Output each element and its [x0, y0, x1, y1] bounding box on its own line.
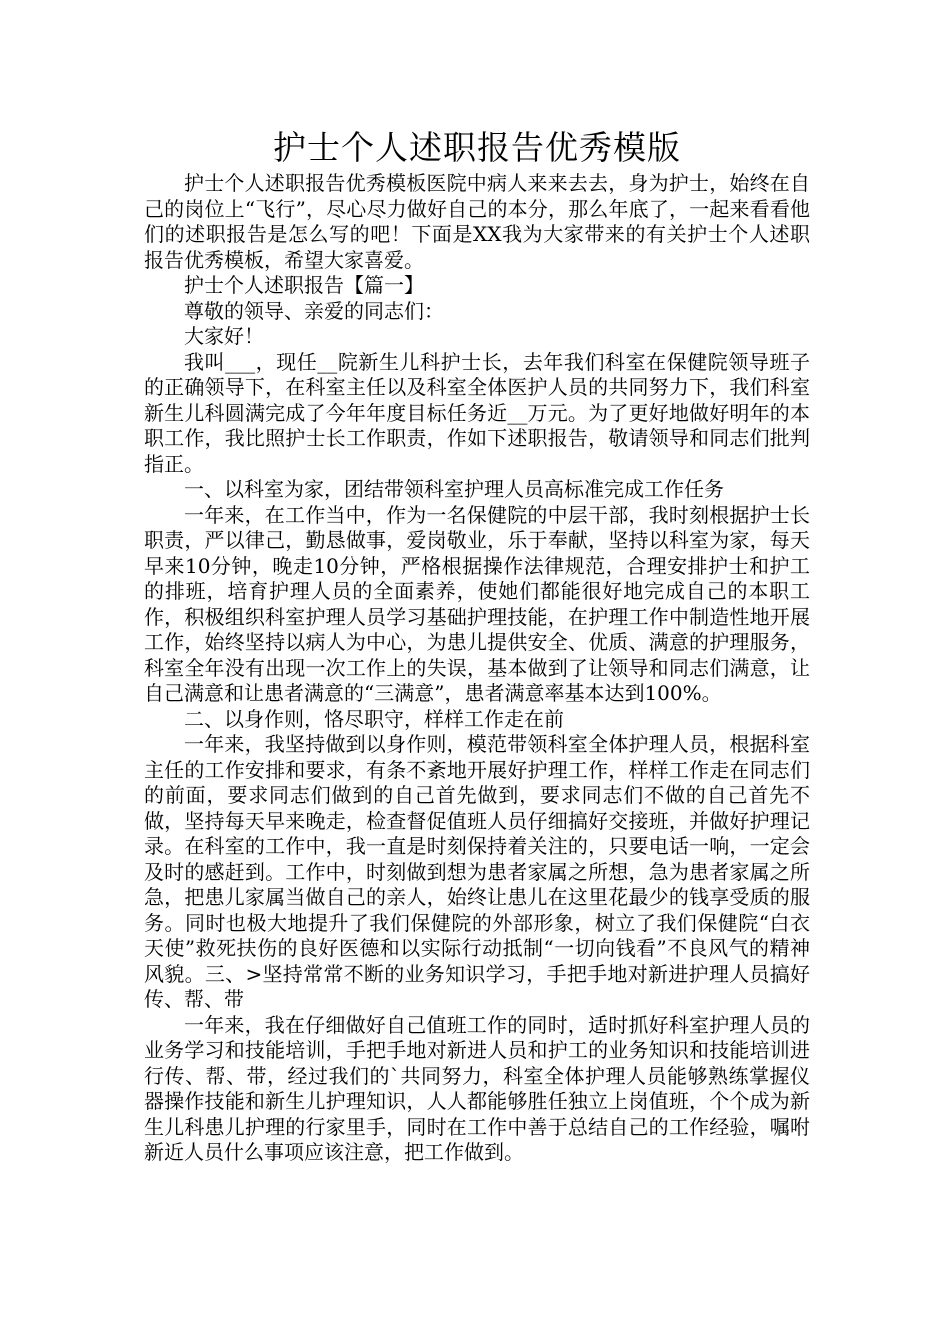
section-heading-part-one: 护士个人述职报告【篇一】 [184, 273, 424, 297]
greeting: 大家好！ [184, 324, 264, 348]
document-page [144, 125, 810, 1166]
self-introduction-paragraph: 我叫___，现任__院新生儿科护士长，去年我们科室在保健院领导班子的正确领导下，在科室主任以及科室全体医护人员的共同努力下，我们科室新生儿科圆满完成了今年年度目标任务近__万元。为了更好地做好明年的本职工作，我比照护士长工作职责，作如下述职报告，敬请领导和同志们批判指正。 [144, 349, 810, 476]
section-heading-two: 二、以身作则，恪尽职守，样样工作走在前 [184, 706, 564, 731]
document-body [144, 171, 810, 1166]
section-one-paragraph: 一年来，在工作当中，作为一名保健院的中层干部，我时刻根据护士长职责，严以律己，勤恳做事，爱岗敬业，乐于奉献，坚持以科室为家，每天早来10分钟，晚走10分钟，严格根据操作法律规范，合理安排护士和护工的排班，培育护理人员的全面素养，使她们都能很好地完成自己的本职工作，积极组织科室护理人员学习基础护理技能，在护理工作中制造性地开展工作，始终坚持以病人为中心，为患儿提供安全、优质、满意的护理服务，科室全年没有出现一次工作上的失误，基本做到了让领导和同志们满意，让自己满意和让患者满意的“三满意”，患者满意率基本达到100%。 [144, 502, 810, 705]
section-two-paragraph: 一年来，我坚持做到以身作则，模范带领科室全体护理人员，根据科室主任的工作安排和要求，有条不紊地开展好护理工作，样样工作走在同志们的前面，要求同志们做到的自己首先做到，要求同志们不做的自己首先不做，坚持每天早来晚走，检查督促值班人员仔细搞好交接班，并做好护理记录。在科室的工作中，我一直是时刻保持着关注的，只要电话一响，一定会及时的感赶到。工作中，时刻做到想为患者家属之所想，急为患者家属之所急，把患儿家属当做自己的亲人，始终让患儿在这里花最少的钱享受质的服务。同时也极大地提升了我们保健院的外部形象，树立了我们保健院“白衣天使”救死扶伤的良好医德和以实际行动抵制“一切向钱看”不良风气的精神风貌。三、>坚持常常不断的业务知识学习，手把手地对新进护理人员搞好传、帮、带 [144, 732, 810, 1011]
section-heading-one: 一、以科室为家，团结带领科室护理人员高标准完成工作任务 [184, 477, 724, 501]
section-three-paragraph: 一年来，我在仔细做好自己值班工作的同时，适时抓好科室护理人员的业务学习和技能培训，手把手地对新进人员和护工的业务知识和技能培训进行传、帮、带，经过我们的`共同努力，科室全体护理人员能够熟练掌握仪器操作技能和新生儿护理知识，人人都能够胜任独立上岗值班，个个成为新生儿科患儿护理的行家里手，同时在工作中善于总结自己的工作经验，嘱咐新近人员什么事项应该注意，把工作做到。 [144, 1012, 810, 1164]
document-title: 护士个人述职报告优秀模版 [273, 128, 681, 167]
intro-paragraph: 护士个人述职报告优秀模板医院中病人来来去去，身为护士，始终在自己的岗位上“飞行”，尽心尽力做好自己的本分，那么年底了，一起来看看他们的述职报告是怎么写的吧！下面是XX我为大家带来的有关护士个人述职报告优秀模板，希望大家喜爱。 [144, 171, 810, 272]
salutation: 尊敬的领导、亲爱的同志们： [184, 298, 444, 323]
